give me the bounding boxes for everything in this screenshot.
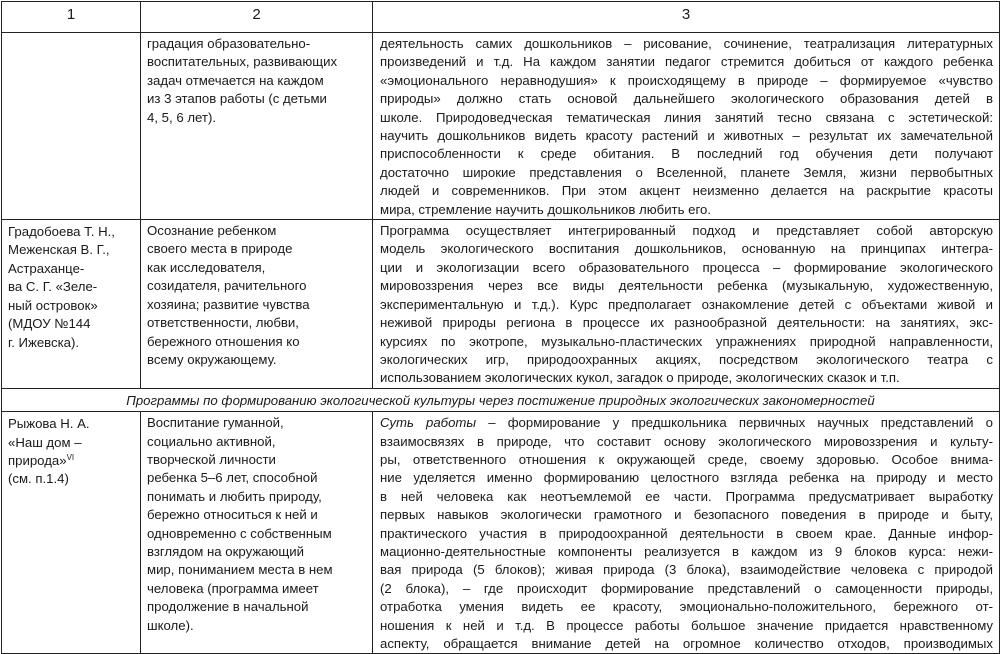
text-line: ва С. Г. «Зеле- (8, 279, 98, 295)
cell-author (2, 220, 141, 389)
first-line-rest: – формирование у предшкольника первичных научных представлений о (476, 415, 993, 431)
text-line: школе). (147, 617, 194, 633)
text-line: созидателя, рачительного (147, 278, 307, 294)
description-line: ношения к ней и т.д. В процессе работы большое значение придается нравственному (380, 617, 993, 633)
text-line: бережно относиться к ней и (147, 507, 318, 523)
description-line: первых навыков экологически грамотного и безопасного поведения в природе и быту, (380, 507, 993, 523)
description-line: произведений и т.д. На каждом занятии педагог стремится добиться от каждого ребенка (380, 54, 993, 70)
description-line: ние уделяется именно формированию целостного взгляда ребенка на природу и место (380, 470, 993, 486)
cell-author-empty (2, 33, 141, 220)
description-rest (380, 433, 993, 654)
text-line: Воспитание гуманной, (147, 415, 284, 431)
cell-goals (141, 220, 373, 389)
description-line: отработка умения видеть ее красоту, эмоционально-положительного, бережного от- (380, 599, 993, 615)
description-line: модель экологического воспитания дошкольников, основанную на принципах интегра- (380, 241, 993, 257)
description-line: в ней человека как неотъемлемой ее части. Программа предусматривает выработку (380, 488, 993, 504)
description-line: природы» должно стать основой дальнейшего экологического образования детей в (380, 91, 993, 107)
description-line: ры, ответственного отношения к окружающей среде, своему здоровью. Особое внима- (380, 451, 993, 467)
column-header-3: 3 (373, 2, 1000, 33)
description-line (380, 414, 993, 432)
description-line: экспериментальную и т.д.). Курс предполагает ознакомление детей с объектами живой и (380, 296, 993, 312)
text-line: бережного отношения ко (147, 333, 300, 349)
description-line: неживой природы региона в процессе их разнообразной деятельности: на занятиях, экс- (380, 315, 993, 331)
text-line: г. Ижевска). (8, 334, 80, 350)
column-header-1: 1 (2, 2, 141, 33)
table-row-gradoboeva (2, 220, 1000, 389)
text-line: из 3 этапов работы (с детьми (147, 91, 327, 107)
text-line: творческой личности (147, 451, 276, 467)
text-line: Градобоева Т. Н., (8, 224, 115, 240)
cell-description (373, 33, 1000, 220)
text-line: градация образовательно- (147, 36, 311, 51)
author-line (8, 452, 135, 470)
text-line: как исследователя, (147, 259, 266, 275)
table-row-continued (2, 33, 1000, 220)
author-line: Рыжова Н. А. (8, 416, 90, 432)
description-line: достаточно широкие представления о Вселенной, планете Земля, жизни первобытных (380, 164, 993, 180)
section-row (2, 388, 1000, 411)
text-line: воспитательных, развивающих (147, 54, 338, 70)
text-line: Осознание ребенком (147, 223, 277, 239)
description-line: школе. Природоведческая тематическая линия занятий тесно связана с эстетической: (380, 109, 993, 125)
text-line: задач отмечается на каждом (147, 72, 324, 88)
column-header-2: 2 (141, 2, 373, 33)
table-row-ryzhova (2, 412, 1000, 654)
description-line: курсиях по экотропе, музыкально-пластических упражнениях природной направленности, (380, 333, 993, 349)
description-line: приспособленности к среде обитания. В последний год обучения дети получают (380, 146, 993, 162)
description-line: научить дошкольников видеть красоту растений и животных – результат их замечательной (380, 128, 993, 144)
description-line: экологических игр, природоохранных акциях, посредством экологического театра с (380, 351, 993, 367)
cell-description (373, 220, 1000, 389)
text-line: социально активной, (147, 433, 276, 449)
description-line: (2 блока), – где происходит формирование представлений о самоценности природы, (380, 580, 993, 596)
author-line: «Наш дом – (8, 434, 82, 450)
text-line: Меженская В. Г., (8, 242, 110, 258)
text-line: взглядом на окружающий (147, 543, 304, 559)
section-title: Программы по формированию экологической культуры через постижение природных экологических закономерностей (2, 388, 1000, 411)
lead-phrase: Суть работы (380, 415, 477, 431)
description-line: практического участия в природоохранной деятельности в своем крае. Данные инфор- (380, 525, 993, 541)
description-line: ции и экологизации всего образовательного процесса – формирование экологического (380, 259, 993, 275)
author-line: (см. п.1.4) (8, 471, 69, 487)
text-line: хозяина; развитие чувства (147, 296, 310, 312)
footnote-marker: VI (66, 452, 75, 462)
description-line: «эмоционального неравнодушия» к происходящему в природе – формируемое «чувство (380, 72, 993, 88)
description-line: людей и современников. При этом акцент неизменно делается на раскрытие красоты (380, 183, 993, 199)
description-line: Программа осуществляет интегрированный подход и представляет собой авторскую (380, 223, 993, 239)
description-line: взаимосвязях в природе, что составит основу экологического мировоззрения и культу- (380, 433, 993, 449)
cell-description (373, 412, 1000, 654)
cell-goals (141, 412, 373, 654)
text-line: продолжение в начальной (147, 599, 309, 615)
text-line: человека (программа имеет (147, 580, 319, 596)
author-title-end: природа» (8, 452, 67, 468)
description-line: аспекту, обращается внимание детей на огромное количество отходов, производимых (380, 636, 993, 651)
text-line: ответственности, любви, (147, 315, 299, 331)
text-line: Астраханце- (8, 260, 85, 276)
description-line: использованием экологических кукол, загадок о природе, экологических сказок и т.п. (380, 370, 900, 386)
text-line: (МДОУ №144 (8, 316, 91, 332)
programs-table (1, 1, 1000, 654)
header-row (2, 2, 1000, 33)
text-line: понимать и любить природу, (147, 488, 322, 504)
text-line: ребенка 5–6 лет, способной (147, 470, 318, 486)
description-line: мировоззрения через все виды деятельности ребенка (музыкальную, художественную, (380, 278, 993, 294)
description-line: мира, стремление научить дошкольников любить его. (380, 201, 711, 217)
text-line: ный островок» (8, 297, 98, 313)
cell-author (2, 412, 141, 654)
text-line: одновременно с собственным (147, 525, 332, 541)
text-line: своего места в природе (147, 241, 293, 257)
description-line: деятельность самих дошкольников – рисование, сочинение, театрализация литературных (380, 36, 993, 51)
cell-goals (141, 33, 373, 220)
text-line: всему окружающему. (147, 351, 277, 367)
description-line: вая природа (5 блоков); живая природа (3 блока), взаимодействие человека с природой (380, 562, 993, 578)
text-line: мир, пониманием места в нем (147, 562, 333, 578)
text-line: 4, 5, 6 лет). (147, 109, 217, 125)
description-line: мационно-деятельностные компоненты реализуется в каждом из 9 блоков курса: нежи- (380, 543, 993, 559)
